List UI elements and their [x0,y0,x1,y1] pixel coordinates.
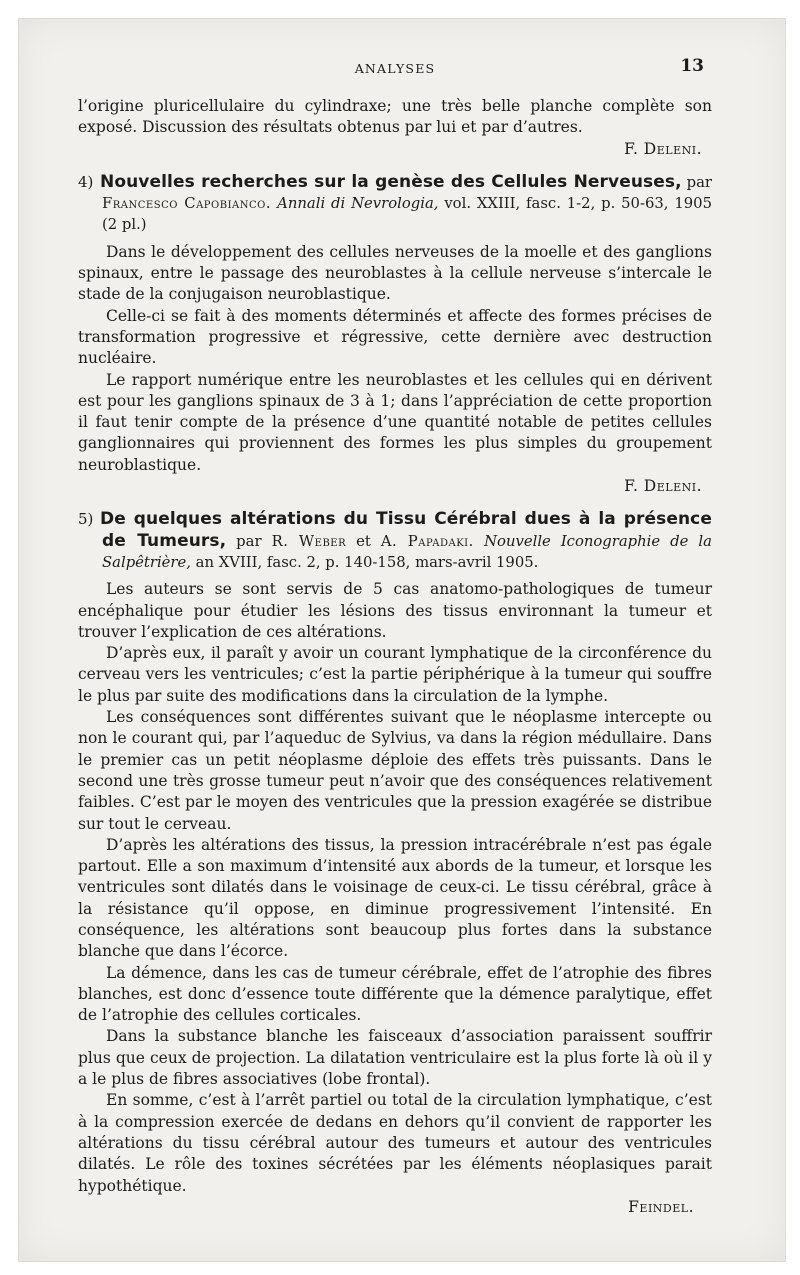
entry-4-paragraph: Celle-ci se fait à des moments déterminés et affecte des formes précises de transformation progressive et régressive, cette dernière avec destruction nucléaire. [78,306,712,368]
entry-4-details: vol. XXIII, fasc. 1-2, p. 50-63, 1905 (2 pl.) [102,195,713,234]
entry-5-author-2: A. Papadaki. [380,532,474,550]
entry-5-author-1: R. Weber [271,532,347,550]
entry-4-author: Francesco Capobianco. [102,195,272,213]
entry-4-heading [78,172,712,236]
entry-5-heading [78,509,712,573]
entry-5-paragraph: Les auteurs se sont servis de 5 cas anatomo-pathologiques de tumeur encéphalique pour étudier les lésions des tissus environnant la tumeur et trouver l’explication de ces altérations. [78,580,712,641]
entry-5-paragraph: D’après eux, il paraît y avoir un courant lymphatique de la circonférence du cerveau vers les ventricules; c’est la partie périphérique à la tumeur qui souffre le plus par suite des modifications dans la circulation de la lymphe. [78,644,712,705]
entry-4-title: Nouvelles recherches sur la genèse des Cellules Nerveuses, [100,171,682,192]
entry-5-paragraph: Les conséquences sont différentes suivant que le néoplasme intercepte ou non le courant qui, par l’aqueduc de Sylvius, va dans la région médullaire. Dans le premier cas un petit néoplasme déploie des effets très puissants. Dans le second une très grosse tumeur peut n’avoir que des conséquences relativement faibles. C’est par le moyen des ventricules que la pression exagérée se distribue sur tout le cerveau. [78,708,712,833]
entry-5-number: 5) [78,510,94,529]
page-number: 13 [680,56,704,76]
entry-4-paragraph: Le rapport numérique entre les neuroblastes et les cellules qui en dérivent est pour les ganglions spinaux de 3 à 1; dans l’appréciation de cette proportion il faut tenir compte de la présence d’une quantité notable de petites cellules ganglionnaires qui proviennent des formes les plus simples du groupement neuroblastique. [78,370,712,474]
signature-feindel: Feindel. [628,1197,694,1216]
entry-5-details: an XVIII, fasc. 2, p. 140-158, mars-avril 1905. [190,553,539,571]
signature-deleni-1: F. Deleni. [624,139,702,158]
entry-5-and: et [346,532,381,550]
entry-5-by: par [226,532,272,550]
entry-5-title: De quelques altérations du Tissu Cérébral dues à la présence de Tumeurs, [100,509,712,551]
entry-4-number: 4) [78,172,94,191]
entry-4-paragraph: Dans le développement des cellules nerveuses de la moelle et des ganglions spinaux, entre le passage des neuroblastes à la cellule nerveuse s’intercale le stade de la conjugaison neuroblastique. [78,242,712,304]
running-head: ANALYSES [354,61,436,76]
entry-4-journal: Annali di Nevrologia, [277,195,439,213]
signature-deleni-2: F. Deleni. [624,477,702,496]
entry-5-paragraph: La démence, dans les cas de tumeur cérébrale, effet de l’atrophie des fibres blanches, est donc d’essence toute différente que la démence paralytique, effet de l’atrophie des cellules corticales. [78,963,712,1025]
page-header [78,56,712,82]
entry-5-journal: Nouvelle Iconographie de la Salpêtrière, [102,532,712,571]
document-page [78,56,712,1218]
entry-5-paragraph: En somme, c’est à l’arrêt partiel ou total de la circulation lymphatique, c’est à la compression exercée de dedans en dehors qu’il convient de rapporter les altérations du tissu cérébral autour des tumeurs et autour des ventricules dilatés. Le rôle des toxines sécrétées par les éléments néoplasiques parait hypothétique. [78,1091,712,1195]
continuation-paragraph: l’origine pluricellulaire du cylindraxe; une très belle planche complète son exposé. Discussion des résultats obtenus par lui et par d’autres. [78,97,712,137]
entry-5-paragraph: Dans la substance blanche les faisceaux d’association paraissent souffrir plus que ceux de projection. La dilatation ventriculaire est la plus forte là où il y a le plus de fibres associatives (lobe frontal). [78,1027,712,1089]
entry-4-by: par [681,173,712,191]
entry-5-paragraph: D’après les altérations des tissus, la pression intracérébrale n’est pas égale partout. Elle a son maximum d’intensité aux abords de la tumeur, et lorsque les ventricules sont dilatés dans le voisinage de ceux-ci. Le tissu cérébral, grâce à la résistance qu’il oppose, en diminue progressivement l’intensité. En conséquence, les altérations sont beaucoup plus fortes dans la substance blanche que dans l’écorce. [78,835,712,961]
